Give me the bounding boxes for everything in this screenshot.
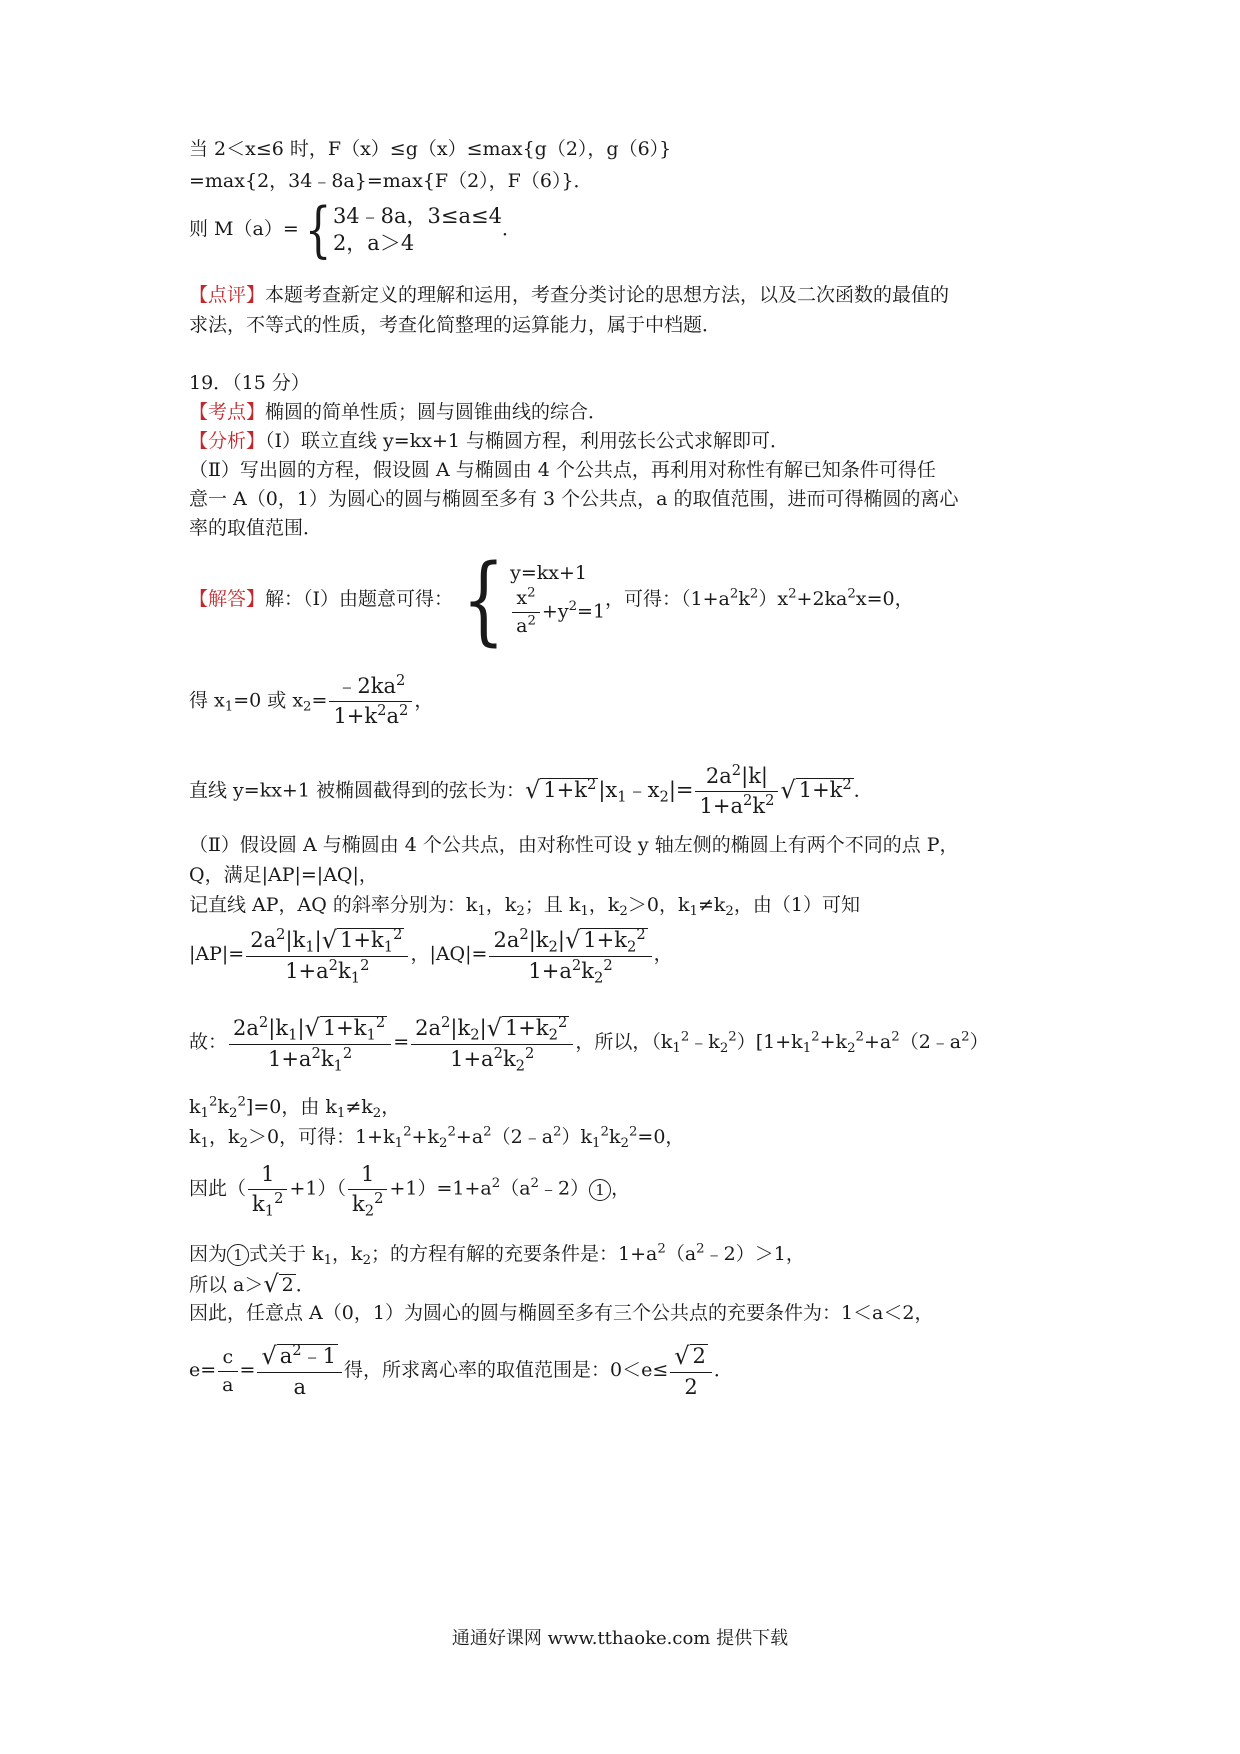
text-line: 求法，不等式的性质，考查化简整理的运算能力，属于中档题．: [189, 314, 722, 336]
slope-line: 记直线 AP，AQ 的斜率分别为：$k_1$，$k_2$；且 $k_1$，$k_2>0$，$k_1\ne k_2$，由（1）可知: [189, 894, 860, 919]
ap-aq-line: |AP|= $\frac{2a^2|k_1|√ 1+k_1^2}{1+a^2k_1^2}$ ，|AQ|= $\frac{2a^2|k_2|√ 1+k_2^2}{1+a^2k_2^2}$ ，: [189, 925, 673, 987]
circled-one-icon: 1: [589, 1179, 611, 1201]
piecewise-case-1: 34﹣8a，3≤a≤4: [332, 204, 502, 228]
text-line: 当 2＜x≤6 时，F（x）≤g（x）≤max{g（2），g（6）}: [189, 138, 672, 160]
text-line: 因此，任意点 A（0，1）为圆心的圆与椭圆至多有三个公共点的充要条件为：1＜a＜2，: [189, 1302, 934, 1324]
text-line: （Ⅱ）写出圆的方程，假设圆 A 与椭圆由 4 个公共点，再利用对称性有解已知条件可得任: [189, 459, 936, 481]
condition-line: $k_1^2k_2^2]=0$，由 $k_1\ne k_2$，: [189, 1094, 401, 1121]
text-line: 意一 A（0，1）为圆心的圆与椭圆至多有 3 个公共点，a 的取值范围，进而可得椭圆的离心: [189, 488, 959, 510]
piecewise-case-2: 2，a＞4: [332, 231, 415, 255]
text-line: （Ⅱ）假设圆 A 与椭圆由 4 个公共点，由对称性可设 y 轴左侧的椭圆上有两个不同的点 P，: [189, 834, 959, 856]
text-line: Q，满足|AP|=|AQ|，: [189, 864, 378, 886]
comment-tag: 【点评】: [189, 284, 266, 306]
chord-length-line: 直线 y=kx+1 被椭圆截得到的弦长为：√ $1+k^2|x_1﹣x_2|=$ $\frac{2a^2|k|}{1+a^2k^2}$ √ $1+k^2$ ．: [189, 761, 873, 818]
page-footer: 通通好课网 www.tthaoke.com 提供下载: [451, 1628, 789, 1649]
eccentricity-line: e= $\frac{c}{a}$ = $\frac{√ a^2﹣1}{a}$ 得，所求离心率的取值范围是：0＜e≤ $\frac{√ 2}{2}$ ．: [189, 1341, 733, 1399]
system-eq-2: $\frac{x^2}{a^2}$ $+y^2=1$: [510, 589, 605, 636]
text-line: 率的取值范围．: [189, 517, 323, 539]
piecewise-prefix: 则 M（a）=: [189, 218, 299, 240]
system-eq-1: y=kx+1: [510, 562, 587, 584]
yinwei-line: 因为 1 式关于 $k_1$，$k_2$；的方程有解的充要条件是：$1+a^2(a^2﹣2)>1$，: [189, 1241, 805, 1268]
fenxi-line: 【分析】（Ⅰ）联立直线 y=kx+1 与椭圆方程，利用弦长公式求解即可．: [189, 430, 789, 452]
suoyi-a-line: 所以 a＞√ 2 ．: [189, 1270, 315, 1298]
piecewise-formula: 则 M（a）={ 34﹣8a，3≤a≤4 2，a＞4 ．: [189, 195, 521, 265]
x-solution-line: 得 $x_1=0$ 或 $x_2=$ $\frac{﹣2ka^2}{1+k^2a^2}$ ，: [189, 671, 434, 728]
text-line: =max{2，34﹣8a}=max{F（2），F（6）}．: [189, 170, 593, 192]
fenxi-tag: 【分析】: [189, 430, 266, 452]
circled-one-icon: 1: [227, 1244, 249, 1266]
comment-line: 【点评】本题考查新定义的理解和运用，考查分类讨论的思想方法，以及二次函数的最值的: [189, 284, 950, 306]
gu-line: 故： $\frac{2a^2|k_1|√ 1+k_1^2}{1+a^2k_1^2}$ = $\frac{2a^2|k_2|√ 1+k_2^2}{1+a^2k_2^2}$ ，所以，$(k_1^2﹣k_2^2)[1+k_1^2+k_2^2+a^2(2﹣a^2)$: [189, 1013, 989, 1075]
kaodian-tag: 【考点】: [189, 401, 266, 423]
question-number: 19．（15 分）: [189, 372, 310, 394]
jieda-tag: 【解答】: [189, 588, 266, 610]
piecewise-suffix: ．: [501, 218, 521, 240]
kaodian-line: 【考点】椭圆的简单性质；圆与圆锥曲线的综合．: [189, 401, 608, 423]
jieda-system-line: 【解答】解：（Ⅰ）由题意可得：{ y=kx+1 $\frac{x^2}{a^2}$ $+y^2=1$ ，可得：$(1+a^2k^2)x^2+2ka^2x=0$，: [189, 544, 914, 656]
yinci-line: 因此（ $\frac{1}{k_1^2}$ +1）（ $\frac{1}{k_2^2}$ $+1)=1+a^2(a^2﹣2)$ 1 ，: [189, 1162, 631, 1220]
k-positive-line: $k_1$，$k_2>0$，可得：$1+k_1^2+k_2^2+a^2(2﹣a^2)k_1^2k_2^2=0$，: [189, 1124, 685, 1151]
